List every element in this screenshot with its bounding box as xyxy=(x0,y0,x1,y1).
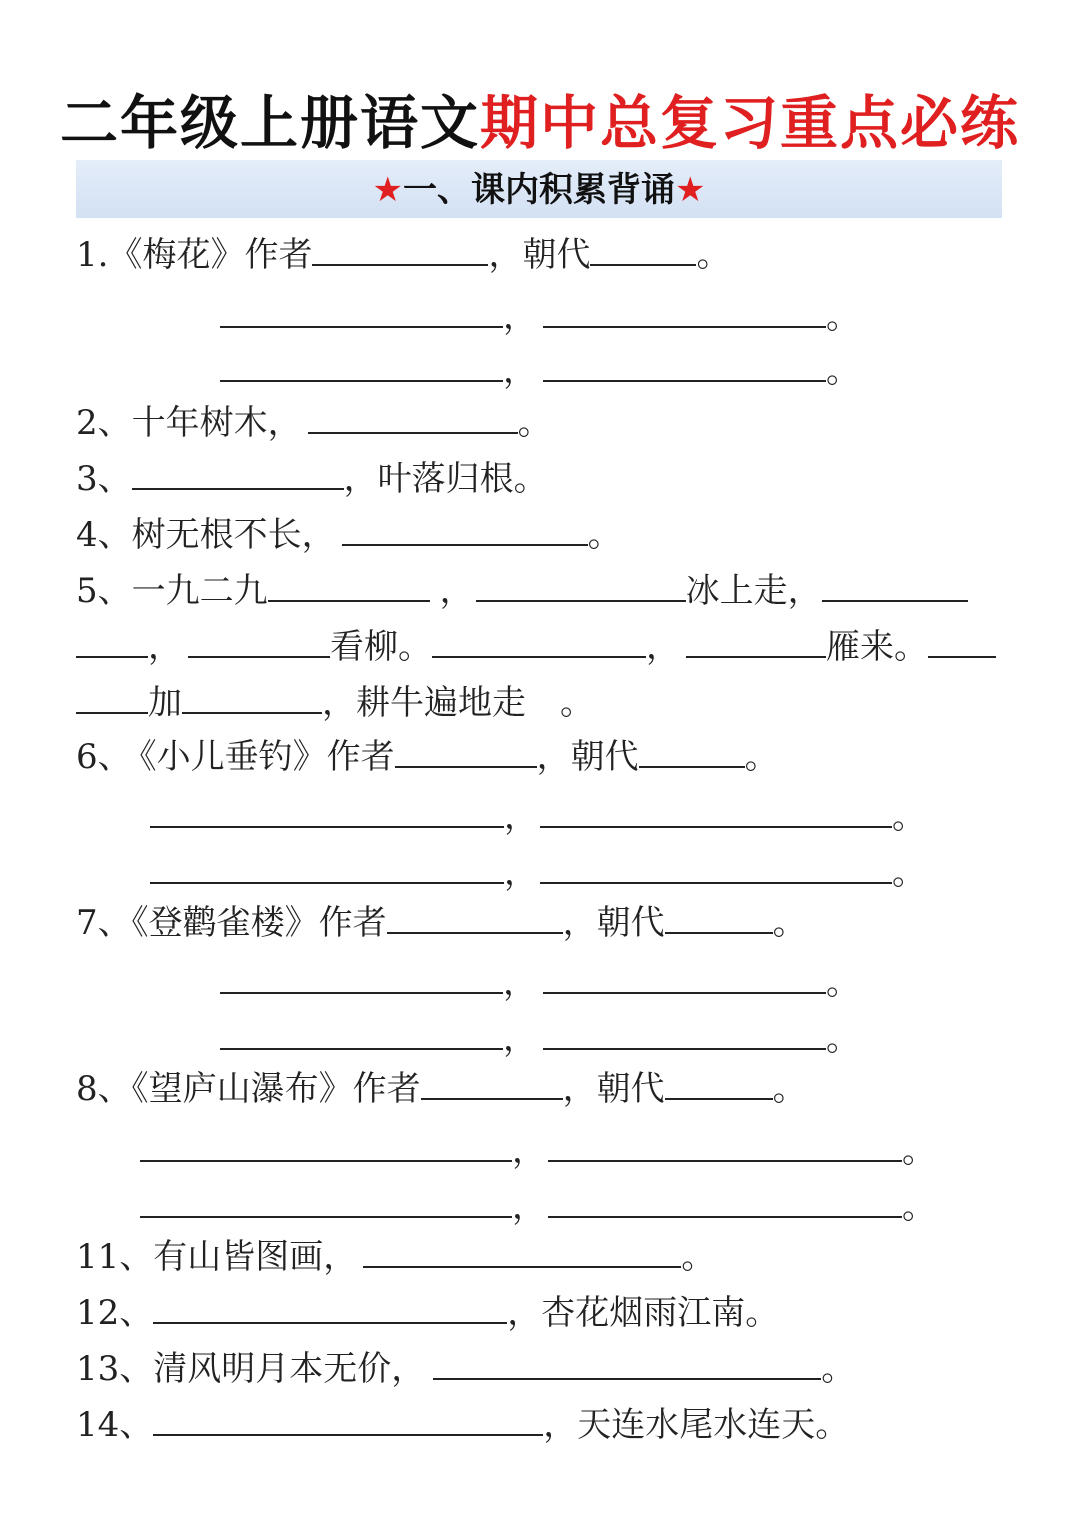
question-text: ，朝代 xyxy=(536,737,639,777)
blank-answer[interactable] xyxy=(363,1230,681,1268)
question-text: ，朝代 xyxy=(562,1069,665,1109)
poem-line xyxy=(220,290,860,340)
question-number: 8、 xyxy=(76,1069,132,1109)
question-number: 14、 xyxy=(76,1405,154,1445)
question-text: 十年树木， xyxy=(131,403,302,443)
period: 。 xyxy=(902,1131,936,1171)
question-number: 13、 xyxy=(76,1349,154,1389)
star-icon: ★ xyxy=(675,170,706,210)
blank-verse[interactable] xyxy=(543,290,826,328)
title-part2: 期中总复习重点必练 xyxy=(480,89,1021,157)
question-4 xyxy=(76,508,622,558)
question-7 xyxy=(76,896,807,946)
blank-verse[interactable] xyxy=(540,790,892,828)
question-number: 2、 xyxy=(76,403,132,443)
period: 。 xyxy=(587,515,622,555)
period: 。 xyxy=(772,1069,807,1109)
question-2 xyxy=(76,396,552,446)
period: 。 xyxy=(744,737,779,777)
question-text: 看柳。 xyxy=(330,627,432,667)
question-13 xyxy=(76,1342,855,1392)
question-number: 1. xyxy=(76,235,109,275)
period: 。 xyxy=(826,1019,860,1059)
blank-verse[interactable] xyxy=(220,1012,503,1050)
comma: ， xyxy=(512,1187,546,1227)
comma: ， xyxy=(503,351,537,391)
blank-dynasty[interactable] xyxy=(665,896,773,934)
poem-line xyxy=(220,344,860,394)
blank-answer[interactable] xyxy=(686,620,826,658)
blank-author[interactable] xyxy=(387,896,563,934)
blank-answer[interactable] xyxy=(928,620,996,658)
comma: ， xyxy=(503,963,537,1003)
title-part1: 二年级上册语文 xyxy=(59,89,480,157)
blank-verse[interactable] xyxy=(140,1124,512,1162)
question-1 xyxy=(76,228,730,278)
blank-verse[interactable] xyxy=(220,290,503,328)
question-text: ，天连水尾水连天。 xyxy=(543,1405,850,1445)
period: 。 xyxy=(826,297,860,337)
question-5-cont xyxy=(76,676,594,726)
question-number: 7、 xyxy=(76,903,132,943)
question-number: 4、 xyxy=(76,515,132,555)
question-text: 一九二九 xyxy=(131,571,268,611)
question-text: 《登鹳雀楼》作者 xyxy=(131,903,387,943)
period: 。 xyxy=(696,235,731,275)
comma: ， xyxy=(504,853,538,893)
question-5 xyxy=(76,564,968,614)
blank-verse[interactable] xyxy=(150,790,504,828)
blank-dynasty[interactable] xyxy=(639,730,745,768)
blank-author[interactable] xyxy=(312,228,488,266)
question-text: 《梅花》作者 xyxy=(108,235,313,275)
blank-answer[interactable] xyxy=(476,564,686,602)
question-5-cont xyxy=(76,620,996,670)
blank-author[interactable] xyxy=(421,1062,563,1100)
blank-answer[interactable] xyxy=(308,396,518,434)
comma: ， xyxy=(503,1019,537,1059)
blank-answer[interactable] xyxy=(268,564,430,602)
blank-answer[interactable] xyxy=(822,564,968,602)
question-text: 加 xyxy=(148,683,182,723)
blank-answer[interactable] xyxy=(342,508,588,546)
question-11 xyxy=(76,1230,715,1280)
blank-answer[interactable] xyxy=(153,1398,543,1436)
blank-answer[interactable] xyxy=(76,620,148,658)
question-number: 12、 xyxy=(76,1293,154,1333)
question-3 xyxy=(76,452,548,502)
question-14 xyxy=(76,1398,849,1448)
poem-line xyxy=(220,1012,860,1062)
period: 。 xyxy=(892,797,926,837)
star-icon: ★ xyxy=(372,170,403,210)
section-banner xyxy=(76,160,1002,218)
blank-answer[interactable] xyxy=(432,620,646,658)
blank-verse[interactable] xyxy=(548,1124,902,1162)
question-number: 6、 xyxy=(76,737,132,777)
comma: ， xyxy=(646,627,680,667)
poem-line xyxy=(150,790,926,840)
question-text: ，叶落归根。 xyxy=(343,459,548,499)
page-title xyxy=(0,78,1080,168)
poem-line xyxy=(220,956,860,1006)
question-number: 5、 xyxy=(76,571,132,611)
blank-verse[interactable] xyxy=(543,344,826,382)
question-number: 3、 xyxy=(76,459,132,499)
section-label: 一、课内积累背诵 xyxy=(403,170,675,210)
blank-dynasty[interactable] xyxy=(590,228,696,266)
comma: ， xyxy=(503,297,537,337)
blank-verse[interactable] xyxy=(150,846,504,884)
question-text: 冰上走， xyxy=(685,571,822,611)
period: 。 xyxy=(681,1237,716,1277)
blank-answer[interactable] xyxy=(188,620,330,658)
question-12 xyxy=(76,1286,779,1336)
period: 。 xyxy=(826,351,860,391)
period: 。 xyxy=(517,403,552,443)
period: 。 xyxy=(902,1187,936,1227)
question-text: ，杏花烟雨江南。 xyxy=(507,1293,780,1333)
comma: ， xyxy=(512,1131,546,1171)
blank-answer[interactable] xyxy=(433,1342,821,1380)
period: 。 xyxy=(821,1349,856,1389)
blank-answer[interactable] xyxy=(76,676,148,714)
blank-verse[interactable] xyxy=(140,1180,512,1218)
blank-verse[interactable] xyxy=(543,1012,826,1050)
question-text: 有山皆图画， xyxy=(153,1237,358,1277)
period: 。 xyxy=(892,853,926,893)
blank-verse[interactable] xyxy=(220,956,503,994)
comma: ， xyxy=(148,627,182,667)
question-text: 树无根不长， xyxy=(131,515,336,555)
blank-verse[interactable] xyxy=(540,846,892,884)
blank-verse[interactable] xyxy=(220,344,503,382)
blank-answer[interactable] xyxy=(132,452,344,490)
question-text: 雁来。 xyxy=(826,627,928,667)
question-text: ，朝代 xyxy=(488,235,591,275)
question-text: ，朝代 xyxy=(562,903,665,943)
question-text: 《望庐山瀑布》作者 xyxy=(131,1069,421,1109)
period: 。 xyxy=(560,683,594,723)
poem-line xyxy=(140,1180,936,1230)
question-text: ，耕牛遍地走 xyxy=(322,683,526,723)
question-6 xyxy=(76,730,779,780)
comma: ， xyxy=(504,797,538,837)
comma: ， xyxy=(439,571,474,611)
blank-answer[interactable] xyxy=(182,676,322,714)
question-text: 《小儿垂钓》作者 xyxy=(139,737,395,777)
blank-verse[interactable] xyxy=(548,1180,902,1218)
period: 。 xyxy=(826,963,860,1003)
blank-dynasty[interactable] xyxy=(665,1062,773,1100)
question-8 xyxy=(76,1062,807,1112)
question-number: 11、 xyxy=(76,1237,154,1277)
blank-verse[interactable] xyxy=(543,956,826,994)
poem-line xyxy=(150,846,926,896)
period: 。 xyxy=(772,903,807,943)
question-text: 清风明月本无价， xyxy=(153,1349,426,1389)
poem-line xyxy=(140,1124,936,1174)
blank-answer[interactable] xyxy=(153,1286,507,1324)
blank-author[interactable] xyxy=(395,730,537,768)
